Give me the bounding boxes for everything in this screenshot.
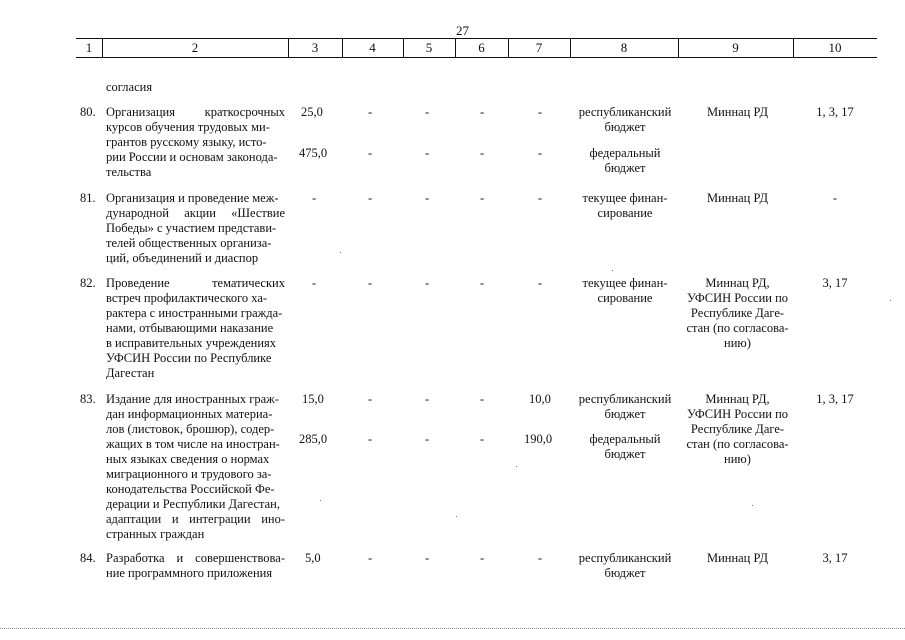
- dash-col5: -: [425, 146, 430, 160]
- refs: 3, 17: [822, 276, 848, 290]
- scan-speckle: [516, 466, 517, 467]
- dash-col6: -: [480, 105, 485, 119]
- dash-col4: -: [368, 191, 373, 205]
- scan-speckle: [752, 505, 753, 506]
- scan-speckle: [890, 300, 891, 301]
- column-header-7: 7: [535, 40, 543, 55]
- executor: Миннац РД,: [705, 276, 770, 290]
- row-number: 82.: [80, 276, 96, 290]
- executor: Миннац РД,: [705, 392, 770, 406]
- row-title-line: жащих в том числе на иностран-: [106, 437, 280, 451]
- executor: Республике Даге-: [690, 306, 785, 320]
- amount-col3: 475,0: [299, 146, 328, 160]
- row-number: 81.: [80, 191, 96, 205]
- row-number: 80.: [80, 105, 96, 119]
- column-header-2: 2: [191, 40, 199, 55]
- amount-col3: 285,0: [299, 432, 328, 446]
- row-title-line: ций, объединений и диаспор: [106, 251, 259, 265]
- dash-col3: -: [312, 191, 317, 205]
- dash-col7: -: [538, 105, 543, 119]
- row-title-line: грантов русскому языку, исто-: [106, 135, 267, 149]
- row-title-line: рактера с иностранными гражда-: [106, 306, 283, 320]
- row-title-line: ных языках сведения о нормах: [106, 452, 270, 466]
- scan-speckle: [456, 516, 457, 517]
- row-title-line: нами, отбывающими наказание: [106, 321, 274, 335]
- dash-col6: -: [480, 191, 485, 205]
- funding-source: сирование: [597, 291, 653, 305]
- funding-source: текущее финан-: [582, 191, 668, 205]
- table-header-row: [76, 38, 877, 58]
- funding-source: федеральный: [589, 432, 661, 446]
- row-title-line: Разработка и совершенствова-: [106, 551, 285, 565]
- row-title-line: встреч профилактического ха-: [106, 291, 268, 305]
- row-title-line: Проведение тематических: [106, 276, 285, 290]
- row-title-line: миграционного и трудового за-: [106, 467, 272, 481]
- dash-col5: -: [425, 105, 430, 119]
- funding-source: бюджет: [604, 566, 646, 580]
- dash-col5: -: [425, 191, 430, 205]
- refs: 1, 3, 17: [816, 105, 854, 119]
- dash-col4: -: [368, 105, 373, 119]
- row-title-line: в исправительных учреждениях: [106, 336, 277, 350]
- funding-source: текущее финан-: [582, 276, 668, 290]
- executor: нию): [724, 336, 751, 350]
- funding-source: бюджет: [604, 161, 646, 175]
- executor: нию): [724, 452, 751, 466]
- column-header-6: 6: [478, 40, 485, 55]
- funding-source: республиканский: [578, 551, 672, 565]
- dash-col4: -: [368, 276, 373, 290]
- amount-col3: 25,0: [301, 105, 323, 119]
- funding-source: республиканский: [578, 105, 672, 119]
- row-number: 84.: [80, 551, 96, 565]
- row-title-line: Победы» с участием представи-: [106, 221, 277, 235]
- row-title-line: лов (листовок, брошюр), содер-: [106, 422, 275, 436]
- dash-col6: -: [480, 551, 485, 565]
- dash-col7: -: [538, 146, 543, 160]
- funding-source: федеральный: [589, 146, 661, 160]
- dash-col5: -: [425, 392, 430, 406]
- row-title-line: странных граждан: [106, 527, 205, 541]
- amount-col7: 10,0: [529, 392, 551, 406]
- column-header-5: 5: [425, 40, 433, 55]
- executor: УФСИН России по: [686, 291, 789, 305]
- executor: Миннац РД: [706, 191, 769, 205]
- scan-speckle: [612, 270, 613, 271]
- refs: -: [832, 191, 838, 205]
- funding-source: республиканский: [578, 392, 672, 406]
- dash-col7: -: [538, 276, 543, 290]
- dash-col4: -: [368, 146, 373, 160]
- dash-col6: -: [480, 146, 485, 160]
- row-title-line: Организация и проведение меж-: [106, 191, 279, 205]
- funding-source: бюджет: [604, 447, 646, 461]
- row-title-line: Организация краткосрочных: [106, 105, 285, 119]
- column-header-9: 9: [732, 40, 739, 55]
- dash-col4: -: [368, 432, 373, 446]
- row-title-line: дународной акции «Шествие: [106, 206, 285, 220]
- row-title-line: рии России и основам законода-: [106, 150, 278, 164]
- row-title-line: телей общественных организа-: [106, 236, 272, 250]
- dash-col3: -: [312, 276, 317, 290]
- scan-speckle: [340, 252, 341, 253]
- executor: Миннац РД: [706, 105, 769, 119]
- row-title-line: дан информационных материа-: [106, 407, 273, 421]
- dash-col6: -: [480, 276, 485, 290]
- amount-col3: 15,0: [302, 392, 324, 406]
- dash-col5: -: [425, 551, 430, 565]
- funding-source: бюджет: [604, 407, 646, 421]
- executor: стан (по согласова-: [686, 321, 789, 335]
- dash-col6: -: [480, 392, 485, 406]
- row-title-line: адаптации и интеграции ино-: [106, 512, 285, 526]
- dash-col7: -: [538, 191, 543, 205]
- row-title-line: Издание для иностранных граж-: [106, 392, 279, 406]
- scan-speckle: [320, 500, 321, 501]
- row-title-line: курсов обучения трудовых ми-: [106, 120, 270, 134]
- row-title-line: тельства: [106, 165, 152, 179]
- funding-source: сирование: [597, 206, 653, 220]
- row-title-line: Дагестан: [106, 366, 155, 380]
- row-title-line: дерации и Республики Дагестан,: [106, 497, 280, 511]
- column-header-3: 3: [311, 40, 319, 55]
- dash-col4: -: [368, 551, 373, 565]
- continued-text-fragment: согласия: [106, 80, 153, 94]
- executor: Республике Даге-: [690, 422, 785, 436]
- dash-col5: -: [425, 276, 430, 290]
- column-header-10: 10: [828, 40, 842, 55]
- dash-col4: -: [368, 392, 373, 406]
- row-title-line: ние программного приложения: [106, 566, 273, 580]
- bottom-scan-edge: [0, 628, 905, 629]
- row-title-line: УФСИН России по Республике: [106, 351, 272, 365]
- column-header-4: 4: [369, 40, 376, 55]
- row-number: 83.: [80, 392, 96, 406]
- executor: стан (по согласова-: [686, 437, 789, 451]
- refs: 3, 17: [822, 551, 848, 565]
- executor: Миннац РД: [706, 551, 769, 565]
- amount-col3: 5,0: [305, 551, 321, 565]
- refs: 1, 3, 17: [816, 392, 854, 406]
- page-number: 27: [456, 23, 469, 38]
- amount-col7: 190,0: [524, 432, 553, 446]
- row-title-line: конодательства Российской Фе-: [106, 482, 275, 496]
- executor: УФСИН России по: [686, 407, 789, 421]
- dash-col7: -: [538, 551, 543, 565]
- column-header-8: 8: [620, 40, 628, 55]
- dash-col6: -: [480, 432, 485, 446]
- column-header-1: 1: [85, 40, 93, 55]
- dash-col5: -: [425, 432, 430, 446]
- funding-source: бюджет: [604, 120, 646, 134]
